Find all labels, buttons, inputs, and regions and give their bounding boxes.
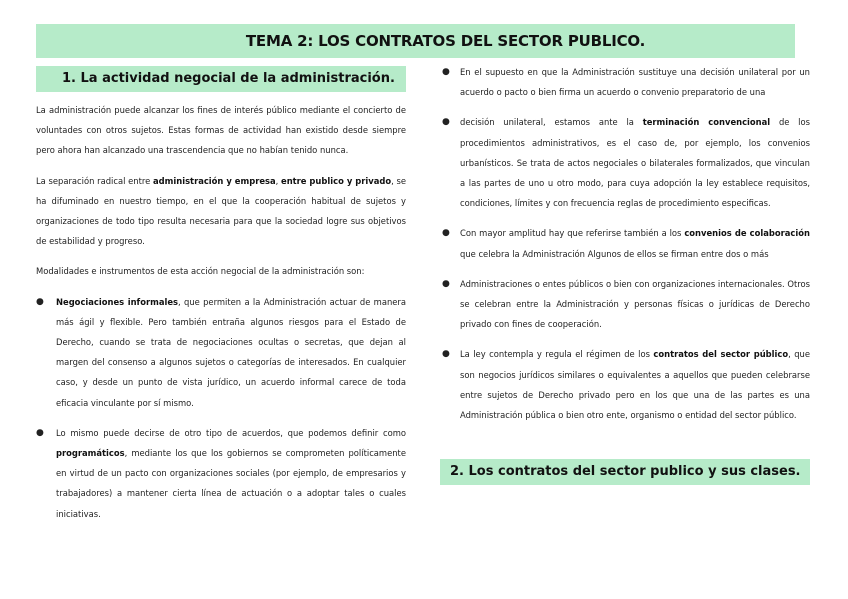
text-span: La separación radical entre [36,175,153,186]
text-span: , se ha difuminado en nuestro tiempo, en el que la cooperación habitual de sujetos y organizaciones de todo tipo resulta necesaria para que la sociedad logre sus objetivos de estabilidad y progreso. [36,175,406,247]
bullet-icon: ● [442,117,450,128]
list-item [36,292,406,413]
page-title-bar [36,24,795,58]
list-item [440,223,810,263]
text-span: Con mayor amplitud hay que referirse también a los [460,228,685,239]
list-item [440,62,810,102]
bold-term: contratos del sector público [653,349,789,360]
section-2-heading-bar [440,459,810,485]
text-span: , [275,175,282,186]
section-1-heading: 1. La actividad negocial de la administración. [62,71,395,86]
bullet-icon: ● [442,278,450,289]
text-span: que celebra la Administración Algunos de ellos se firman entre dos o más [460,248,769,259]
bold-term: Negociaciones informales [56,296,179,307]
text-span: , que son negocios jurídicos similares o equivalentes a aquellos que pueden celebrarse entre sujetos de Derecho privado pero en los que una de las partes es una Administración pública o bien otro ente, organismo o entidad del sector público. [460,349,810,421]
text-span: , mediante los que los gobiernos se comprometen políticamente en virtud de un pacto con organizaciones sociales (por ejemplo, de empresarios y trabajadores) a mantener cierta línea de actuación o a adoptar tales o cuales iniciativas. [56,448,406,519]
section-2-heading: 2. Los contratos del sector publico y sus clases. [450,464,801,479]
list-item [36,423,406,524]
bold-term: convenios de colaboración [684,228,810,239]
paragraph-separation [36,171,406,252]
text-span: Lo mismo puede decirse de otro tipo de acuerdos, que podemos definir como [56,427,406,438]
bullet-icon: ● [442,349,450,360]
bullet-icon: ● [442,228,450,239]
text-span: , que permiten a la Administración actuar de manera más ágil y flexible. Pero también entraña algunos riesgos para el Estado de Derecho, cuando se trata de negociaciones ocultas o secretas, que dejan al margen del consenso a algunos sujetos o categorías de interesados. En cualquier caso, y desde un punto de vista jurídico, un acuerdo informal carece de toda eficacia vinculante por sí mismo. [56,296,407,408]
page-title: TEMA 2: LOS CONTRATOS DEL SECTOR PUBLICO. [245,32,646,50]
text-span: En el supuesto en que la Administración sustituye una decisión unilateral por un acuerdo o pacto o bien firma un acuerdo o convenio preparatorio de una [460,67,810,98]
bullet-icon: ● [36,427,44,438]
list-item [440,344,810,425]
bold-term: administración y empresa [153,175,276,186]
left-column [36,100,406,534]
paragraph-intro: La administración puede alcanzar los fines de interés público mediante el concierto de voluntades con otros sujetos. Estas formas de actividad han existido desde siempre pero ahora han alcanzado una trascendencia que no habían tenido nunca. [36,105,406,156]
right-column [440,62,810,435]
bold-term: terminación convencional [642,117,771,128]
section-1-heading-bar [36,66,406,92]
text-span: La ley contempla y regula el régimen de los [460,349,654,360]
bold-term: entre publico y privado [281,175,392,186]
text-span: de los procedimientos administrativos, es el caso de, por ejemplo, los convenios urbanísticos. Se trata de actos negociales o bilaterales formalizados, que vinculan a las partes de uno u otro modo, para cuya adopción la ley establece requisitos, condiciones, límites y con frecuencia reglas de procedimiento especificas. [460,117,810,209]
bold-term: programáticos [56,448,125,459]
list-item [440,274,810,335]
paragraph-modalities: Modalidades e instrumentos de esta acción negocial de la administración son: [36,266,365,277]
text-span: decisión unilateral, estamos ante la [460,117,643,128]
bullet-icon: ● [36,296,44,307]
bullet-icon: ● [442,67,450,77]
text-span: Administraciones o entes públicos o bien con organizaciones internacionales. Otros se celebran entre la Administración y personas físicas o jurídicas de Derecho privado con fines de cooperación. [460,278,810,330]
list-item [440,112,810,213]
